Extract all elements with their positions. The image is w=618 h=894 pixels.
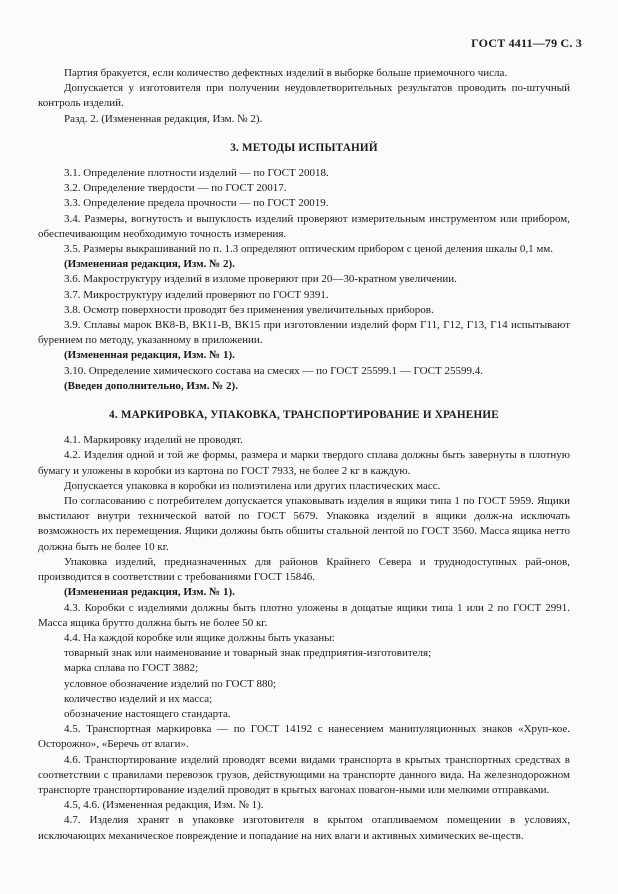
paragraph: 3.9. Сплавы марок ВК8-В, ВК11-В, ВК15 при изготовлении изделий форм Г11, Г12, Г13, Г14 испытывают бурением по методу, указанному в приложении. — [38, 319, 570, 347]
paragraph: условное обозначение изделий по ГОСТ 880; — [64, 677, 276, 690]
paragraph: (Измененная редакция, Изм. № 1). — [64, 349, 235, 362]
paragraph: По согласованию с потребителем допускается упаковывать изделия в ящики типа 1 по ГОСТ 5959. Ящики выстилают внутри технической ватой по ГОСТ 5679. Упаковка изделий в ящики долж-на исключать возможность их перемещения. Ящики должны быть обшиты стальной лентой по ГОСТ 3560. Масса ящика нетто должна быть не более 10 кг. — [38, 495, 570, 553]
paragraph: марка сплава по ГОСТ 3882; — [64, 662, 199, 675]
paragraph: 3.1. Определение плотности изделий — по ГОСТ 20018. — [64, 167, 329, 180]
paragraph: 4.7. Изделия хранят в упаковке изготовителя в крытом отапливаемом помещении в условиях, исключающих механическое повреждение и попадание на них влаги и активных химических ве-ществ. — [38, 814, 570, 842]
paragraph: 3.2. Определение твердости — по ГОСТ 20017. — [64, 182, 287, 195]
paragraph: 4.4. На каждой коробке или ящике должны быть указаны: — [64, 631, 335, 644]
paragraph: Разд. 2. (Измененная редакция, Изм. № 2). — [64, 112, 263, 125]
paragraph: количество изделий и их масса; — [64, 692, 213, 705]
paragraph: 3.3. Определение предела прочности — по ГОСТ 20019. — [64, 197, 329, 210]
section-heading: 4. МАРКИРОВКА, УПАКОВКА, ТРАНСПОРТИРОВАНИЕ И ХРАНЕНИЕ — [109, 409, 499, 422]
paragraph: (Измененная редакция, Изм. № 2). — [64, 258, 235, 271]
paragraph: Допускается у изготовителя при получении неудовлетворительных результатов проводить по-штучный контроль изделий. — [38, 82, 570, 110]
page-header: ГОСТ 4411—79 С. 3 — [471, 36, 582, 50]
paragraph: товарный знак или наименование и товарный знак предприятия-изготовителя; — [64, 647, 432, 660]
paragraph: (Измененная редакция, Изм. № 1). — [64, 586, 235, 599]
paragraph: 3.4. Размеры, вогнутость и выпуклость изделий проверяют измерительным инструментом или прибором, обеспечивающим необходимую точность измерения. — [38, 212, 570, 240]
paragraph: 3.7. Микроструктуру изделий проверяют по ГОСТ 9391. — [64, 288, 329, 301]
paragraph: 4.2. Изделия одной и той же формы, размера и марки твердого сплава должны быть завернуты в плотную бумагу и уложены в коробки из картона по ГОСТ 7933, не более 2 кг в каждую. — [38, 449, 570, 477]
paragraph: 4.3. Коробки с изделиями должны быть плотно уложены в дощатые ящики типа 1 или 2 по ГОСТ 2991. Масса ящика брутто должна быть не более 50 кг. — [38, 601, 570, 629]
paragraph: 4.5, 4.6. (Измененная редакция, Изм. № 1). — [64, 799, 264, 812]
section-heading: 3. МЕТОДЫ ИСПЫТАНИЙ — [230, 141, 378, 154]
paragraph: Упаковка изделий, предназначенных для районов Крайнего Севера и труднодоступных рай-онов, производится в соответствии с требованиями ГОСТ 15846. — [38, 555, 570, 584]
paragraph: (Введен дополнительно, Изм. № 2). — [64, 379, 238, 392]
paragraph: 3.5. Размеры выкрашиваний по п. 1.3 определяют оптическим прибором с ценой деления шкалы 0,1 мм. — [64, 243, 553, 256]
paragraph: 4.6. Транспортирование изделий проводят всеми видами транспорта в крытых транспортных средствах в соответствии с правилами перевозок грузов, действующими на транспорте данного вида. На железнодорожном транспорте транспортирование изделий проводят в крытых вагонах повагон-ными или мелкими отправками. — [38, 753, 570, 796]
paragraph: 4.1. Маркировку изделий не проводят. — [64, 434, 243, 447]
document-body — [38, 66, 570, 844]
paragraph: 3.6. Макроструктуру изделий в изломе проверяют при 20—30-кратном увеличении. — [64, 273, 457, 286]
paragraph: Допускается упаковка в коробки из полиэтилена или других пластических масс. — [64, 479, 441, 492]
paragraph: Партия бракуется, если количество дефектных изделий в выборке больше приемочного числа. — [64, 67, 508, 79]
paragraph: 3.10. Определение химического состава на смесях — по ГОСТ 25599.1 — ГОСТ 25599.4. — [64, 364, 483, 377]
paragraph: обозначение настоящего стандарта. — [64, 707, 231, 720]
paragraph: 3.8. Осмотр поверхности проводят без применения увеличительных приборов. — [64, 303, 434, 316]
paragraph: 4.5. Транспортная маркировка — по ГОСТ 14192 с нанесением манипуляционных знаков «Хруп-кое. Осторожно», «Беречь от влаги». — [38, 723, 570, 751]
